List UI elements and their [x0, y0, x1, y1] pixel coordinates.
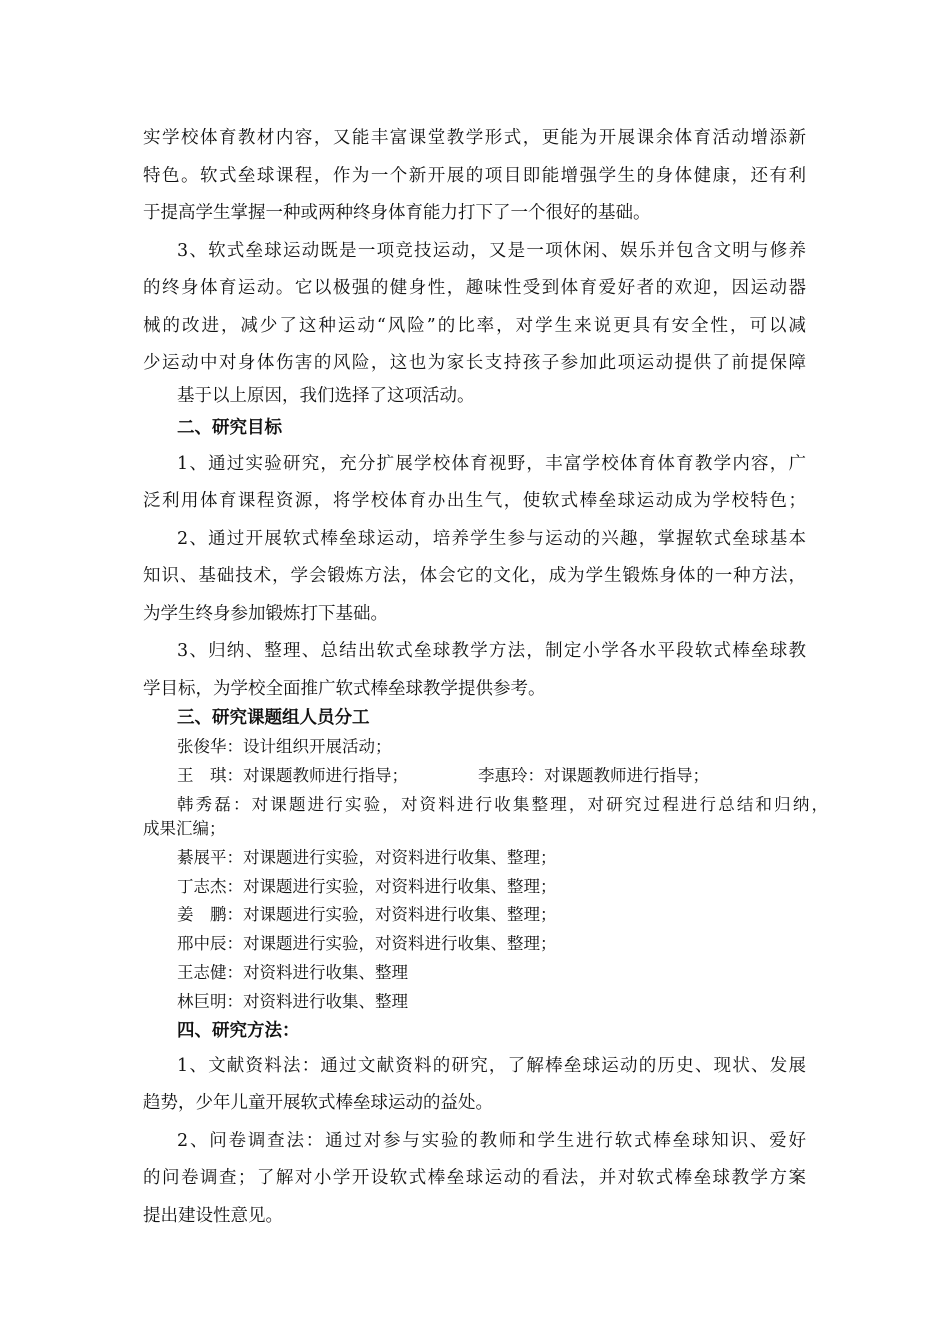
member-line: 丁志杰：对课题进行实验，对资料进行收集、整理；: [177, 877, 557, 896]
member-line: 成果汇编；: [143, 819, 226, 838]
section-heading-2: 二、研究目标: [177, 418, 282, 438]
paragraph-line: 械的改进，减少了这种运动“风险”的比率，对学生来说更具有安全性，可以减: [143, 316, 806, 336]
section-heading-3: 三、研究课题组人员分工: [177, 708, 370, 728]
paragraph-line: 1、文献资料法：通过文献资料的研究，了解棒垒球运动的历史、现状、发展: [177, 1056, 806, 1076]
paragraph-line: 的问卷调查；了解对小学开设软式棒垒球运动的看法，并对软式棒垒球教学方案: [143, 1168, 806, 1188]
paragraph-line: 少运动中对身体伤害的风险，这也为家长支持孩子参加此项运动提供了前提保障: [143, 353, 806, 373]
member-line: 王 琪：对课题教师进行指导；: [177, 766, 408, 785]
paragraph-line: 知识、基础技术，学会锻炼方法，体会它的文化，成为学生锻炼身体的一种方法，: [143, 566, 806, 586]
paragraph-line: 实学校体育教材内容，又能丰富课堂教学形式，更能为开展课余体育活动增添新: [143, 128, 806, 148]
paragraph-line: 为学生终身参加锻炼打下基础。: [143, 604, 388, 624]
paragraph-line: 的终身体育运动。它以极强的健身性，趣味性受到体育爱好者的欢迎，因运动器: [143, 278, 806, 298]
paragraph-line: 特色。软式垒球课程，作为一个新开展的项目即能增强学生的身体健康，还有利: [143, 166, 806, 186]
member-line: 邢中辰：对课题进行实验，对资料进行收集、整理；: [177, 934, 557, 953]
member-line: 王志健：对资料进行收集、整理: [177, 963, 408, 982]
paragraph-line: 3、归纳、整理、总结出软式垒球教学方法，制定小学各水平段软式棒垒球教: [177, 641, 806, 661]
member-line: 姜 鹏：对课题进行实验，对资料进行收集、整理；: [177, 905, 557, 924]
paragraph-line: 于提高学生掌握一种或两种终身体育能力打下了一个很好的基础。: [143, 203, 651, 223]
member-line: 林巨明：对资料进行收集、整理: [177, 992, 408, 1011]
paragraph-line: 3、软式垒球运动既是一项竞技运动，又是一项休闲、娱乐并包含文明与修养: [177, 241, 806, 261]
paragraph-line: 2、通过开展软式棒垒球运动，培养学生参与运动的兴趣，掌握软式垒球基本: [177, 529, 806, 549]
member-line: 韩秀磊：对课题进行实验，对资料进行收集整理，对研究过程进行总结和归纳，: [177, 795, 828, 814]
paragraph-line: 泛利用体育课程资源，将学校体育办出生气，使软式棒垒球运动成为学校特色；: [143, 491, 806, 511]
paragraph-line: 提出建设性意见。: [143, 1206, 283, 1226]
member-line: 綦展平：对课题进行实验，对资料进行收集、整理；: [177, 848, 557, 867]
paragraph-line: 基于以上原因，我们选择了这项活动。: [177, 386, 475, 406]
paragraph-line: 1、通过实验研究，充分扩展学校体育视野，丰富学校体育体育教学内容，广: [177, 454, 806, 474]
paragraph-line: 学目标，为学校全面推广软式棒垒球教学提供参考。: [143, 679, 546, 699]
paragraph-line: 趋势，少年儿童开展软式棒垒球运动的益处。: [143, 1093, 493, 1113]
section-heading-4: 四、研究方法：: [177, 1021, 300, 1041]
member-line: 张俊华：设计组织开展活动；: [177, 737, 392, 756]
paragraph-line: 2、问卷调查法：通过对参与实验的教师和学生进行软式棒垒球知识、爱好: [177, 1131, 806, 1151]
member-line: 李惠玲：对课题教师进行指导；: [478, 766, 709, 785]
